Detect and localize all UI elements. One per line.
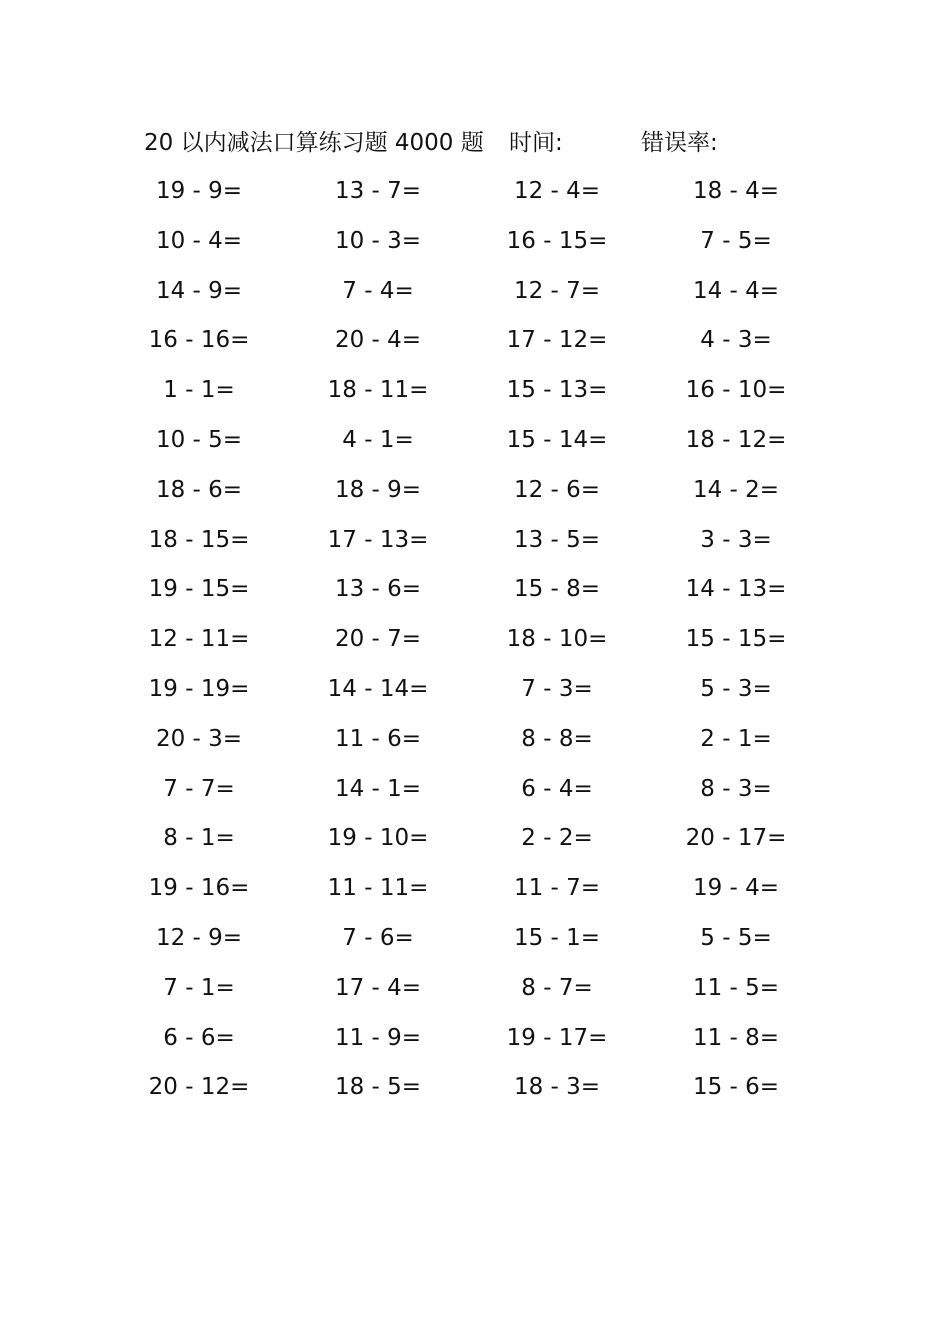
problem-item: 18 - 5= [334, 1074, 422, 1101]
problem-item: 17 - 13= [327, 526, 429, 553]
problem-item: 12 - 9= [155, 924, 243, 951]
problem-row [130, 223, 820, 273]
problem-row [130, 820, 820, 870]
problem-item: 19 - 9= [155, 178, 243, 204]
problem-item: 11 - 11= [327, 875, 429, 902]
problem-item: 4 - 1= [342, 426, 414, 453]
problem-item: 14 - 9= [155, 277, 243, 304]
problem-row [130, 870, 820, 920]
problem-item: 16 - 10= [685, 377, 787, 404]
problem-item: 19 - 10= [327, 825, 429, 852]
problem-item: 11 - 8= [692, 1024, 780, 1051]
worksheet-title: 20 以内减法口算练习题 4000 题 [144, 130, 484, 156]
problem-item: 14 - 4= [692, 277, 780, 304]
problem-item: 15 - 13= [506, 377, 608, 404]
problem-item: 4 - 3= [700, 327, 772, 354]
problem-item: 18 - 6= [155, 476, 243, 503]
problem-item: 7 - 6= [342, 924, 414, 951]
problem-item: 18 - 3= [513, 1074, 601, 1101]
problem-item: 12 - 7= [513, 277, 601, 304]
problem-item: 3 - 3= [700, 526, 772, 553]
problem-item: 7 - 5= [700, 227, 772, 254]
problem-item: 20 - 12= [148, 1074, 250, 1101]
problem-item: 14 - 1= [334, 775, 422, 802]
problem-item: 7 - 1= [163, 974, 235, 1001]
problem-item: 17 - 4= [334, 974, 422, 1001]
problem-item: 12 - 6= [513, 476, 601, 503]
problem-item: 12 - 4= [513, 178, 601, 204]
problem-row [130, 671, 820, 721]
problem-item: 15 - 1= [513, 924, 601, 951]
problem-item: 7 - 3= [521, 675, 593, 702]
problem-item: 10 - 3= [334, 227, 422, 254]
problem-item: 17 - 12= [506, 327, 608, 354]
problem-item: 11 - 9= [334, 1024, 422, 1051]
problem-item: 12 - 11= [148, 626, 250, 653]
problem-item: 11 - 7= [513, 875, 601, 902]
problem-item: 11 - 6= [334, 725, 422, 752]
problem-item: 8 - 3= [700, 775, 772, 802]
problem-item: 18 - 10= [506, 626, 608, 653]
problem-item: 19 - 16= [148, 875, 250, 902]
problem-item: 15 - 15= [685, 626, 787, 653]
problem-row [130, 372, 820, 422]
problem-item: 20 - 4= [334, 327, 422, 354]
problem-item: 6 - 4= [521, 775, 593, 802]
problem-item: 13 - 7= [334, 178, 422, 204]
problem-row [130, 422, 820, 472]
problem-row [130, 771, 820, 821]
problem-item: 19 - 15= [148, 576, 250, 603]
problem-item: 14 - 13= [685, 576, 787, 603]
problem-item: 18 - 15= [148, 526, 250, 553]
problem-item: 5 - 3= [700, 675, 772, 702]
problem-item: 10 - 4= [155, 227, 243, 254]
problem-row [130, 472, 820, 522]
problem-item: 15 - 14= [506, 426, 608, 453]
problem-row [130, 621, 820, 671]
problem-item: 1 - 1= [163, 377, 235, 404]
problem-item: 19 - 17= [506, 1024, 608, 1051]
problem-row [130, 571, 820, 621]
problem-item: 7 - 4= [342, 277, 414, 304]
problem-item: 14 - 2= [692, 476, 780, 503]
problem-item: 11 - 5= [692, 974, 780, 1001]
problem-item: 15 - 8= [513, 576, 601, 603]
problem-item: 10 - 5= [155, 426, 243, 453]
problem-row [130, 273, 820, 323]
problem-item: 6 - 6= [163, 1024, 235, 1051]
problem-row [130, 1020, 820, 1070]
worksheet-header [144, 126, 844, 160]
time-label: 时间: [509, 130, 563, 156]
problem-item: 13 - 5= [513, 526, 601, 553]
problem-item: 2 - 1= [700, 725, 772, 752]
problem-item: 20 - 17= [685, 825, 787, 852]
problem-row [130, 173, 820, 223]
problem-item: 2 - 2= [521, 825, 593, 852]
problem-row [130, 920, 820, 970]
problem-item: 20 - 3= [155, 725, 243, 752]
problem-row [130, 1069, 820, 1119]
problem-item: 20 - 7= [334, 626, 422, 653]
problem-row [130, 322, 820, 372]
problem-item: 15 - 6= [692, 1074, 780, 1101]
problem-item: 8 - 8= [521, 725, 593, 752]
error-rate-label: 错误率: [641, 130, 718, 156]
problem-item: 5 - 5= [700, 924, 772, 951]
problem-grid [130, 173, 820, 1119]
problem-item: 16 - 16= [148, 327, 250, 354]
problem-item: 16 - 15= [506, 227, 608, 254]
problem-row [130, 970, 820, 1020]
problem-item: 19 - 19= [148, 675, 250, 702]
problem-item: 18 - 11= [327, 377, 429, 404]
problem-item: 19 - 4= [692, 875, 780, 902]
problem-row [130, 522, 820, 572]
problem-item: 18 - 4= [692, 178, 780, 204]
problem-item: 7 - 7= [163, 775, 235, 802]
problem-item: 8 - 1= [163, 825, 235, 852]
problem-item: 18 - 9= [334, 476, 422, 503]
problem-row [130, 721, 820, 771]
problem-item: 18 - 12= [685, 426, 787, 453]
problem-item: 13 - 6= [334, 576, 422, 603]
problem-item: 8 - 7= [521, 974, 593, 1001]
problem-item: 14 - 14= [327, 675, 429, 702]
